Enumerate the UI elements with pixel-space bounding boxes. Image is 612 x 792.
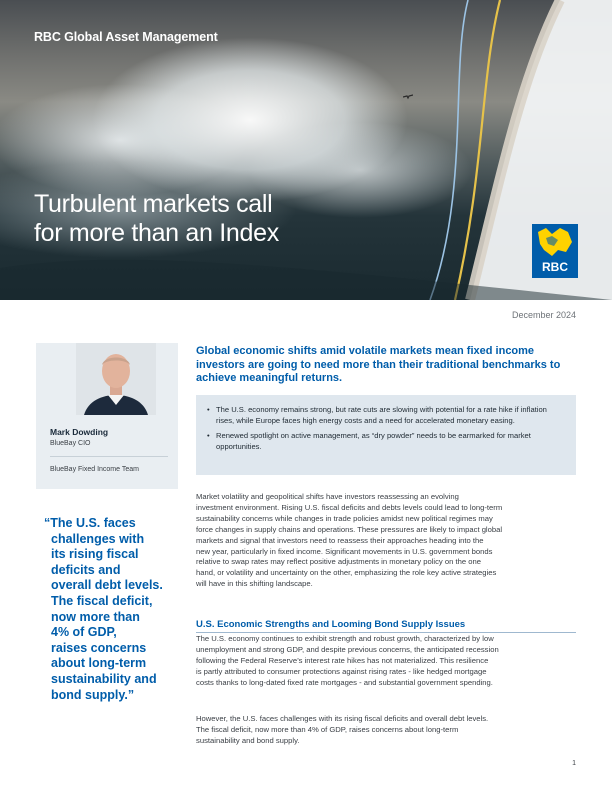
pull-quote-line: sustainability and bbox=[51, 671, 157, 686]
pull-quote-line: raises concerns bbox=[51, 640, 147, 655]
body-paragraph bbox=[196, 634, 581, 689]
text-line: sustainability concerns while changes in trade policies amidst new political regimes may bbox=[196, 513, 493, 523]
text-line: sustainability and bond supply. bbox=[196, 735, 300, 745]
pull-quote-line: about long-term bbox=[51, 656, 147, 671]
text-line: hand, or volatility and uncertainty on the other, emphasizing the role key active strategies bbox=[196, 568, 497, 578]
seagull-icon bbox=[403, 94, 413, 100]
pull-quote-line: “The U.S. faces bbox=[44, 516, 136, 530]
pull-quote-line: overall debt levels. bbox=[51, 578, 163, 593]
key-points-list bbox=[206, 405, 564, 452]
hero-banner bbox=[0, 0, 612, 300]
pull-quote-line: challenges with bbox=[51, 531, 145, 546]
author-name: Mark Dowding bbox=[50, 427, 109, 437]
decorative-swoosh-lines bbox=[0, 0, 612, 300]
pull-quote-line: 4% of GDP, bbox=[51, 625, 117, 640]
body-paragraph bbox=[196, 714, 581, 747]
page-title-line: for more than an Index bbox=[34, 219, 279, 247]
text-line: investment environment. Rising U.S. fiscal deficits and debts levels could lead to long-term bbox=[196, 502, 503, 512]
text-line: relative to swap rates may reflect positive adjustments in monetary policy on the one bbox=[196, 557, 481, 567]
publication-date: December 2024 bbox=[511, 310, 576, 320]
section-divider bbox=[196, 632, 576, 633]
page-number: 1 bbox=[572, 760, 576, 767]
rbc-logo-text: RBC bbox=[542, 260, 568, 274]
key-point: • Renewed spotlight on active management, as “dry powder” needs to be earmarked for market opportunities. bbox=[206, 431, 564, 452]
text-line: markets and signal that investors need to reassess their approaches heading into the bbox=[196, 535, 484, 545]
pull-quote-line: now more than bbox=[51, 609, 140, 624]
page-title bbox=[34, 190, 279, 248]
pull-quote-line: The fiscal deficit, bbox=[51, 593, 153, 608]
brand-name: RBC Global Asset Management bbox=[34, 30, 218, 44]
page-title-line: Turbulent markets call bbox=[34, 190, 273, 218]
pull-quote bbox=[44, 516, 180, 703]
divider bbox=[50, 456, 168, 457]
text-line: force changes in supply chains and operations. These pressures are likely to impact global bbox=[196, 524, 503, 534]
lead-paragraph: Global economic shifts amid volatile markets mean fixed income investors are going to need more than their traditional benchmarks to achieve meaningful returns. bbox=[196, 345, 561, 384]
body-paragraph bbox=[196, 492, 581, 590]
key-points-box bbox=[196, 395, 576, 475]
section-heading: U.S. Economic Strengths and Looming Bond Supply Issues bbox=[196, 619, 466, 630]
author-title: BlueBay CIO bbox=[50, 440, 91, 447]
text-line: costs thanks to long-dated fixed rate mortgages - and substantial government spending. bbox=[196, 677, 493, 687]
text-line: However, the U.S. faces challenges with its rising fiscal deficits and overall debt levels. bbox=[196, 714, 489, 723]
rbc-logo bbox=[532, 224, 578, 278]
text-line: The fiscal deficit, now more than 4% of GDP, raises concerns about long-term bbox=[196, 724, 459, 734]
text-line: following the Federal Reserve’s interest rate hikes has not materialized. This resilience bbox=[196, 655, 489, 665]
text-line: Market volatility and geopolitical shifts have investors reassessing an evolving bbox=[196, 492, 459, 501]
author-photo bbox=[76, 343, 156, 415]
text-line: is partly attributed to consumer protections against rising rates - like hedged mortgage bbox=[196, 666, 487, 676]
author-team: BlueBay Fixed Income Team bbox=[50, 466, 139, 473]
key-point: • The U.S. economy remains strong, but rate cuts are slowing with potential for a rate hike if inflation rises, while Europe faces high energy costs and a need for accelerated monetary easing. bbox=[206, 405, 564, 426]
pull-quote-line: bond supply.” bbox=[51, 687, 135, 702]
text-line: unemployment and strong GDP, and despite previous concerns, the anticipated recession bbox=[196, 644, 499, 654]
text-line: new year, particularly in fixed income. Significant movements in U.S. government bonds bbox=[196, 546, 493, 556]
text-line: will have in this shifting landscape. bbox=[196, 579, 313, 589]
pull-quote-line: deficits and bbox=[51, 562, 121, 577]
pull-quote-line: its rising fiscal bbox=[51, 547, 139, 562]
text-line: The U.S. economy continues to exhibit strength and robust growth, characterized by low bbox=[196, 634, 494, 643]
author-card bbox=[36, 343, 178, 489]
